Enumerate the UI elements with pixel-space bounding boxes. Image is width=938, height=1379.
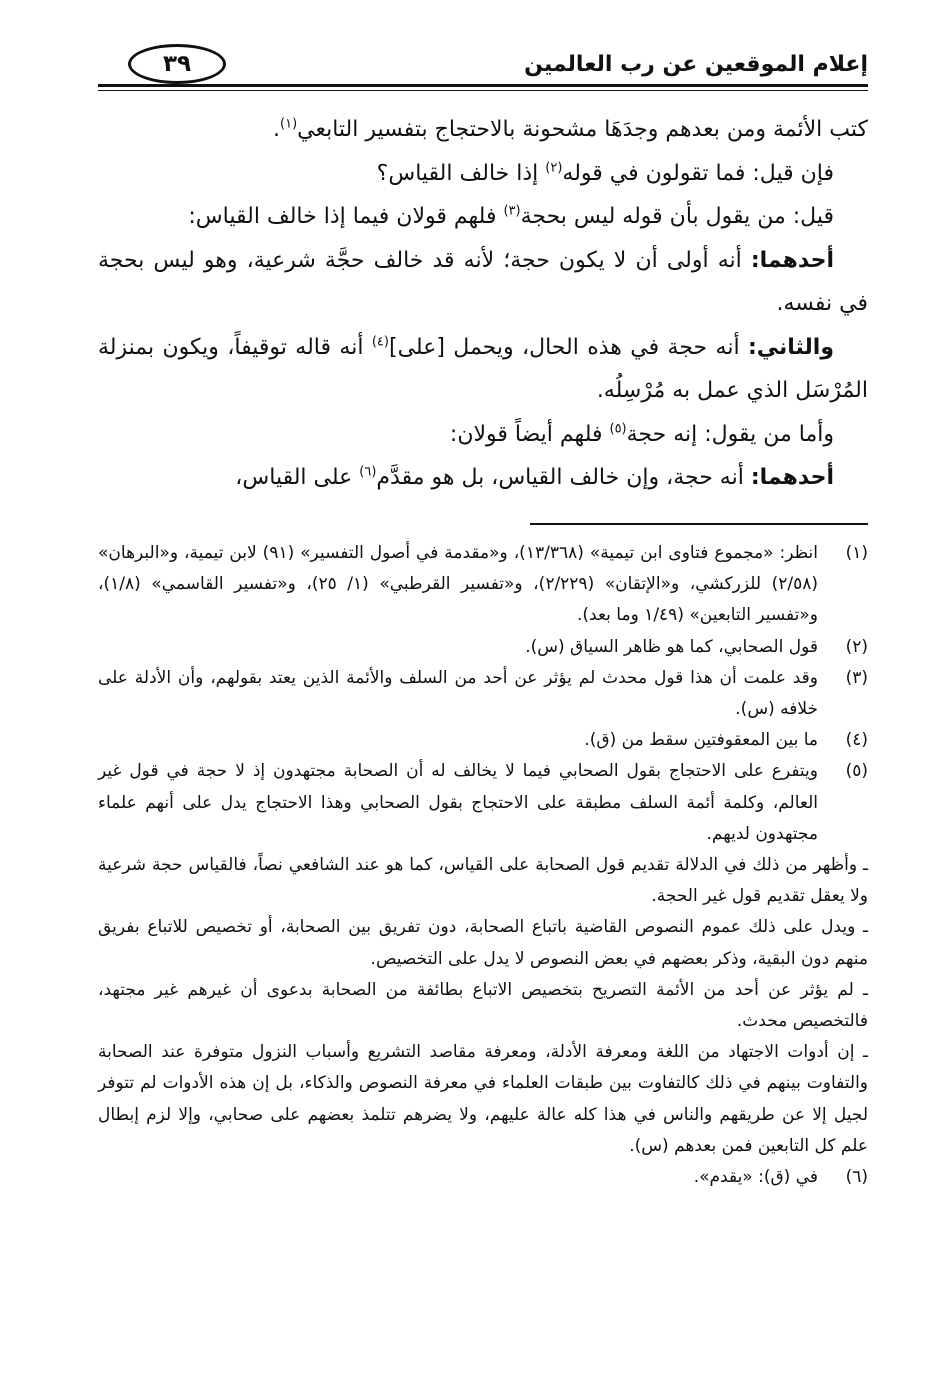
footnotes (98, 538, 868, 1193)
footnote-ref-4[interactable]: (٤) (371, 334, 389, 350)
footnote-ref-3[interactable]: (٣) (503, 203, 521, 219)
header-rule-thick (98, 84, 868, 87)
running-title: إعلام الموقعين عن رب العالمين (524, 52, 868, 77)
footnote-3 (98, 663, 868, 725)
footnote-text: وقد علمت أن هذا قول محدث لم يؤثر عن أحد من السلف والأئمة الذين يعتد بقولهم، وأن الأدلة على خلافه (س). (98, 667, 818, 720)
main-text (98, 108, 868, 500)
footnote-number: (٣) (845, 667, 868, 688)
footnote-5-item: ـ إن أدوات الاجتهاد من اللغة ومعرفة الأدلة، ومعرفة مقاصد التشريع وأسباب النزول متوفرة عند الصحابة والتفاوت بينهم في ذلك كالتفاوت بين طبقات العلماء في معرفة النصوص والذكاء، بل إن هذه الأدوات لم تتوفر لجيل إلا عن طريقهم والناس في هذا كله عالة عليهم، ولا يضرهم تتلمذ بعضهم على صحابي، وإلا لزم إبطال علم كل التابعين فمن بعدهم (س). (98, 1042, 868, 1156)
footnote-number: (٥) (845, 761, 868, 782)
footnote-2 (98, 632, 868, 663)
footnote-number: (١) (845, 543, 868, 563)
paragraph-2: فإن قيل: فما تقولون في قوله$^{(٢)}$ إذا خالف القياس؟ (376, 160, 834, 186)
paragraph-4: أحدهما: أنه أولى أن لا يكون حجة؛ لأنه قد خالف حجَّة شرعية، وهو ليس بحجة في نفسه. (98, 247, 868, 316)
footnote-number: (٢) (845, 636, 868, 657)
footnote-4 (98, 725, 868, 756)
footnote-text: انظر: «مجموع فتاوى ابن تيمية» (١٣/٣٦٨)، و«مقدمة في أصول التفسير» (٩١) لابن تيمية، و«البرهان» (٢/٥٨) للزركشي، و«الإتقان» (٢/٢٢٩)، و«تفسير القرطبي» (١/ ٢٥)، و«تفسير القاسمي» (١/٨)، و«تفسير التابعين» (١/٤٩ وما بعد). (98, 543, 819, 626)
paragraph-7: أحدهما: أنه حجة، وإن خالف القياس، بل هو مقدَّم$^{(٦)}$ على القياس، (235, 464, 834, 490)
paragraph-1: كتب الأئمة ومن بعدهم وجدَهَا مشحونة بالاحتجاج بتفسير التابعي$^{(١)}$. (273, 116, 868, 142)
header-rule-thin (98, 90, 868, 91)
lead-word: أحدهما: (750, 465, 834, 490)
lead-word: والثاني: (747, 334, 835, 360)
footnote-ref-2[interactable]: (٢) (545, 160, 563, 176)
footnote-ref-6[interactable]: (٦) (359, 464, 377, 480)
footnote-number: (٤) (845, 730, 868, 751)
footnote-5-item: ـ لم يؤثر عن أحد من الأئمة التصريح بتخصيص الاتباع بطائفة من الصحابة بدعوى أن غيرهم غير مجتهد، فالتخصيص محدث. (98, 979, 868, 1032)
page-number: ٣٩ (162, 51, 192, 77)
footnote-6 (98, 1162, 868, 1193)
footnote-text: ما بين المعقوفتين سقط من (ق). (584, 730, 818, 751)
footnote-number: (٦) (845, 1167, 868, 1188)
footnote-ref-5[interactable]: (٥) (609, 421, 627, 437)
footnote-5-item: ـ وأظهر من ذلك في الدلالة تقديم قول الصحابة على القياس، كما هو عند الشافعي نصاً، فالقياس حجة شرعية ولا يعقل تقديم قول غير الحجة. (98, 855, 868, 907)
paragraph-3: قيل: من يقول بأن قوله ليس بحجة$^{(٣)}$ فلهم قولان فيما إذا خالف القياس: (188, 203, 834, 229)
footnote-ref-1[interactable]: (١) (280, 116, 298, 132)
footnote-text: في (ق): «يقدم». (693, 1167, 818, 1188)
lead-word: أحدهما: (750, 247, 834, 273)
footnote-text: قول الصحابي، كما هو ظاهر السياق (س). (525, 636, 818, 657)
footnote-5 (98, 756, 868, 850)
footnote-5-item: ـ ويدل على ذلك عموم النصوص القاضية باتباع الصحابة، دون تفريق بين الصحابة، أو تخصيص للاتباع بفريق منهم دون البقية، وذكر بعضهم في بعض النصوص لا يدل على التخصيص. (98, 917, 868, 969)
paragraph-6: وأما من يقول: إنه حجة$^{(٥)}$ فلهم أيضاً قولان: (449, 421, 834, 447)
footnote-text: ويتفرع على الاحتجاج بقول الصحابي فيما لا يخالف له أن الصحابة مجتهدون إذ لا حجة في قول غير العالم، وكلمة أئمة السلف مطبقة على الاحتجاج بقول الصحابي وهذا الاحتجاج يدل على أنهم علماء مجتهدون لديهم. (98, 761, 818, 844)
footnote-1 (98, 538, 868, 632)
page-number-badge (128, 44, 226, 84)
paragraph-5: والثاني: أنه حجة في هذه الحال، ويحمل [على]$^{(٤)}$ أنه قاله توقيفاً، ويكون بمنزلة المُرْسَل الذي عمل به مُرْسِلُه. (98, 334, 868, 403)
running-header (98, 44, 868, 84)
footnote-separator (530, 523, 868, 525)
